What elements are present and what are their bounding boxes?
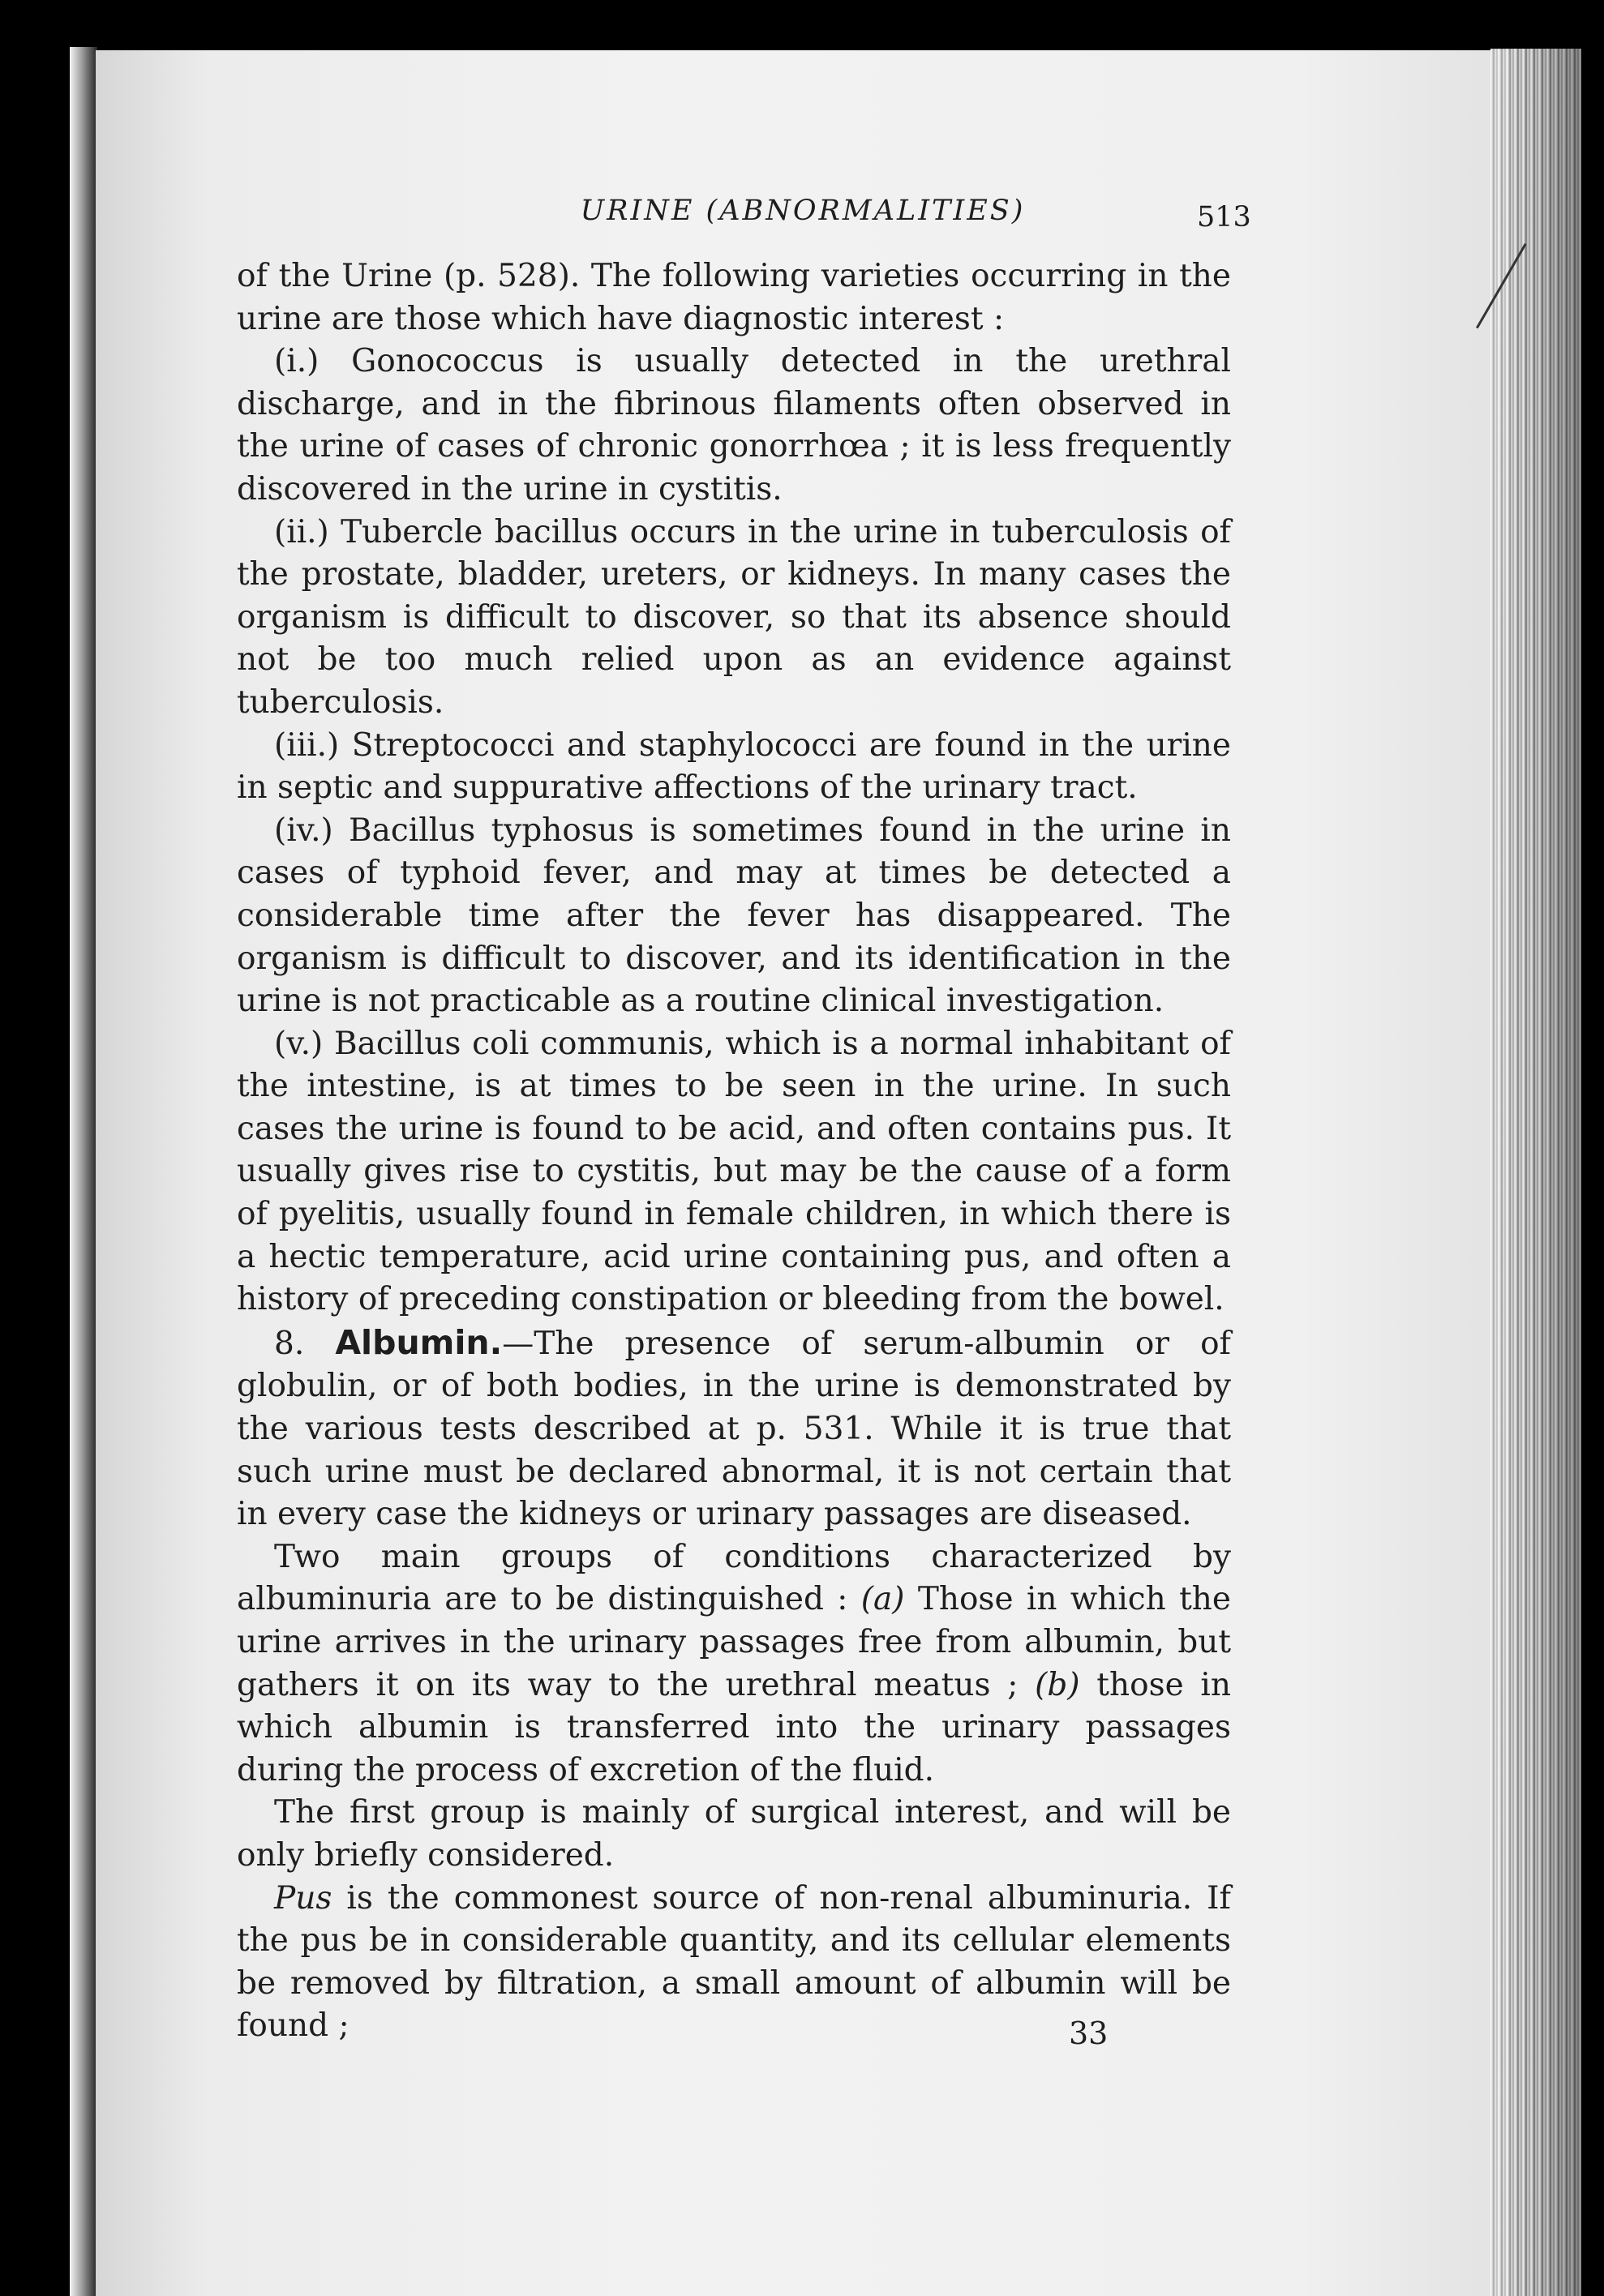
section-heading-albumin: Albumin. [335,1322,503,1362]
two-groups-text-b: Those in which the urine arrives in the urinary passages free from albumin, but gathers it on its way to the urethral meatus ; [237,1581,1231,1703]
page-edges-shade [1490,49,1581,2296]
paragraph-bacillus-typhosus: (iv.) Bacillus typhosus is sometimes found in the urine in cases of typhoid fever, and may at times be detected a considerable time after the fever has disappeared. The organism is difficult to discover, and its identification in the urine is not practicable as a routine clinical investigation. [237,812,1231,1020]
paragraph-first-group: The first group is mainly of surgical interest, and will be only briefly considered. [237,1794,1231,1874]
paragraph-gonococcus: (i.) Gonococcus is usually detected in the urethral discharge, and in the fibrinous filaments often observed in the urine of cases of chronic gonorrhœa ; it is less frequently discovered in the urine in cystitis. [237,343,1231,508]
paragraph-tubercle-bacillus: (ii.) Tubercle bacillus occurs in the urine in tuberculosis of the prostate, bladder, ureters, or kidneys. In many cases the organism is difficult to discover, so that its absence should not be too much relied upon as an evidence against tuberculosis. [237,513,1231,721]
signature-mark: 33 [1069,2015,1109,2051]
body-text [237,255,1231,2048]
binding-edge [70,47,97,2296]
two-groups-text-a: Two main groups of conditions characterized by albuminuria are to be distinguished : [237,1538,1231,1618]
term-pus: Pus [274,1879,332,1917]
label-b: (b) [1035,1666,1080,1703]
paragraph-intro: of the Urine (p. 528). The following varieties occurring in the urine are those which have diagnostic interest : [237,258,1231,337]
two-groups-text-c: those in which albumin is transferred into the urinary passages during the process of excretion of the fluid. [237,1666,1232,1788]
paragraph-albumin [237,1321,1231,1536]
label-a: (a) [860,1581,905,1618]
paragraph-bacillus-coli: (v.) Bacillus coli communis, which is a normal inhabitant of the intestine, is at times to be seen in the urine. In such cases the urine is found to be acid, and often contains pus. It usually gives rise to cystitis, but may be the cause of a form of pyelitis, usually found in female children, in which there is a hectic temperature, acid urine containing pus, and often a history of preceding constipation or bleeding from the bowel. [237,1025,1231,1318]
paragraph-streptococci: (iii.) Streptococci and staphylococci are found in the urine in septic and suppurative affections of the urinary tract. [237,726,1231,807]
running-head: URINE (ABNORMALITIES) [580,195,1026,227]
page-number: 513 [1197,201,1251,233]
albumin-text: —The presence of serum-albumin or of globulin, or of both bodies, in the urine is demonstrated by the various tests described at p. 531. While it is true that such urine must be declared abnormal, it is not certain that in every case the kidneys or urinary passages are diseased. [237,1325,1231,1533]
paragraph-two-groups [237,1536,1231,1793]
section-number: 8. [274,1325,305,1362]
pus-text: is the commonest source of non-renal albuminuria. If the pus be in considerable quantity, and its cellular elements be removed by filtration, a small amount of albumin will be found ; [237,1879,1231,2045]
